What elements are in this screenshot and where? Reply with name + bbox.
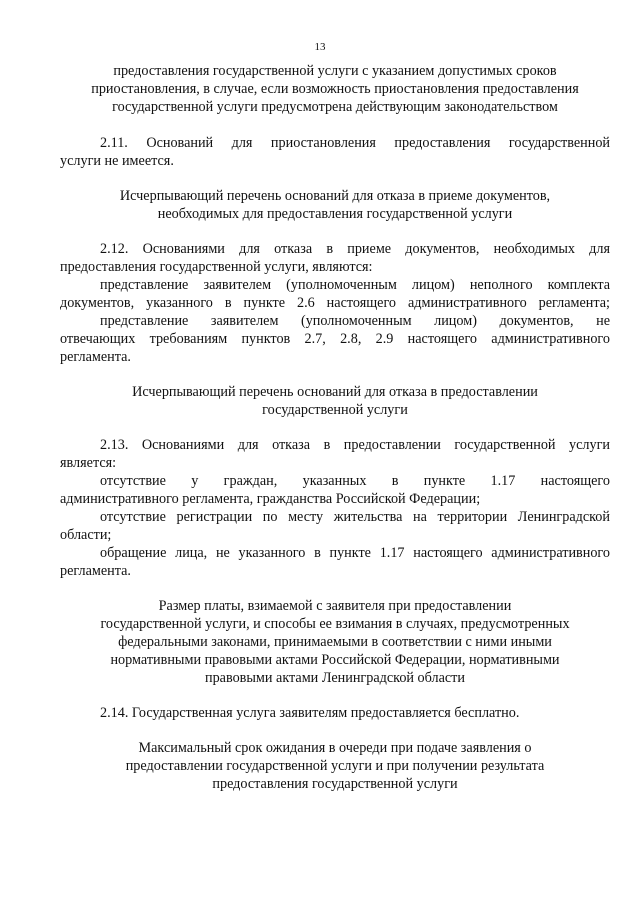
heading-refusal-docs-line-2: необходимых для предоставления государственной услуги	[157, 206, 513, 222]
heading-fee-line-4: нормативными правовыми актами Российской Федерации, нормативными	[110, 652, 560, 668]
heading-fee-line-1: Размер платы, взимаемой с заявителя при предоставлении	[158, 598, 512, 614]
p214-line-1: 2.14. Государственная услуга заявителям предоставляется бесплатно.	[100, 705, 520, 721]
page-number: 13	[314, 41, 326, 53]
p212-line-2: предоставления государственной услуги, являются:	[60, 259, 373, 275]
intro-line-2: приостановления, в случае, если возможность приостановления предоставления	[91, 81, 579, 97]
p212-line-1: 2.12. Основаниями для отказа в приеме документов, необходимых для	[100, 241, 610, 257]
p213-line-2: является:	[60, 455, 117, 471]
p213-line-1: 2.13. Основаниями для отказа в предоставлении государственной услуги	[100, 437, 610, 453]
p213-line-8: регламента.	[60, 563, 131, 579]
p211-line-2: услуги не имеется.	[60, 153, 174, 169]
heading-queue-line-3: предоставления государственной услуги	[212, 776, 458, 792]
p213-line-5: отсутствие регистрации по месту жительства на территории Ленинградской	[100, 509, 610, 525]
intro-line-1: предоставления государственной услуги с указанием допустимых сроков	[113, 63, 557, 79]
intro-line-3: государственной услуги предусмотрена действующим законодательством	[112, 99, 558, 115]
p212-line-6: отвечающих требованиям пунктов 2.7, 2.8, 2.9 настоящего административного	[60, 331, 610, 347]
p212-line-5: представление заявителем (уполномоченным лицом) документов, не	[100, 313, 610, 329]
heading-refusal-docs-line-1: Исчерпывающий перечень оснований для отказа в приеме документов,	[119, 188, 551, 204]
p211-line-1: 2.11. Оснований для приостановления предоставления государственной	[100, 135, 610, 151]
p212-line-3: представление заявителем (уполномоченным лицом) неполного комплекта	[100, 277, 610, 293]
heading-fee-line-3: федеральными законами, принимаемыми в соответствии с ними иными	[118, 634, 552, 650]
heading-fee-line-5: правовыми актами Ленинградской области	[205, 670, 465, 686]
heading-refusal-service-line-2: государственной услуги	[262, 402, 408, 418]
heading-refusal-service-line-1: Исчерпывающий перечень оснований для отказа в предоставлении	[132, 384, 538, 400]
heading-queue-line-2: предоставлении государственной услуги и при получении результата	[125, 758, 545, 774]
p213-line-4: административного регламента, гражданства Российской Федерации;	[60, 491, 481, 507]
heading-fee-line-2: государственной услуги, и способы ее взимания в случаях, предусмотренных	[100, 616, 570, 632]
p212-line-4: документов, указанного в пункте 2.6 настоящего административного регламента;	[60, 295, 610, 311]
p213-line-6: области;	[60, 527, 112, 543]
heading-queue-line-1: Максимальный срок ожидания в очереди при подаче заявления о	[138, 740, 532, 756]
p213-line-3: отсутствие у граждан, указанных в пункте 1.17 настоящего	[100, 473, 610, 489]
p213-line-7: обращение лица, не указанного в пункте 1.17 настоящего административного	[100, 545, 610, 561]
p212-line-7: регламента.	[60, 349, 131, 365]
